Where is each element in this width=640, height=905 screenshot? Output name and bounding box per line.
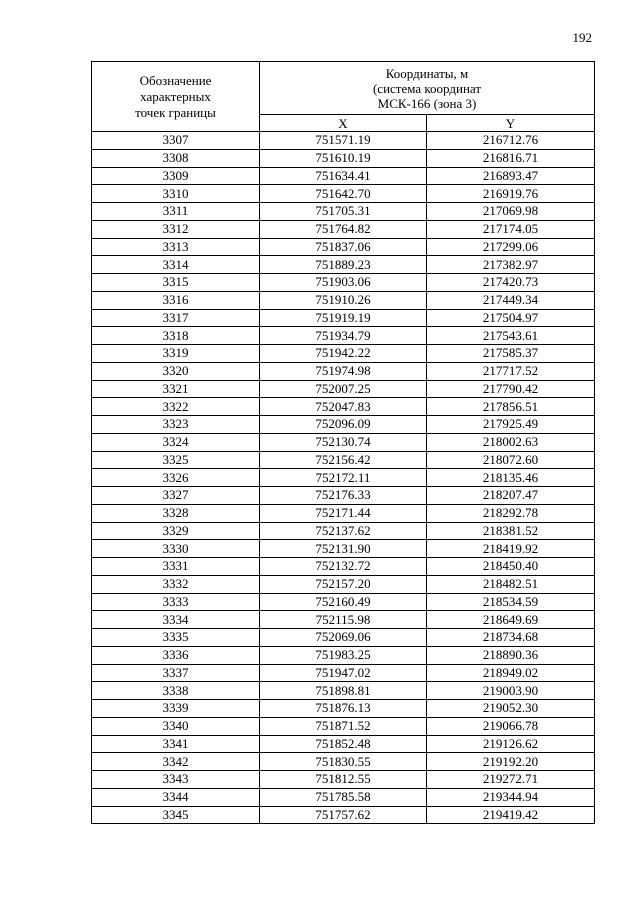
x-cell: 751889.23 [260, 256, 427, 274]
x-cell: 751785.58 [260, 788, 427, 806]
table-row [92, 185, 595, 203]
table-row [92, 682, 595, 700]
point-cell: 3319 [92, 345, 260, 363]
header-row-top [92, 62, 595, 115]
point-cell: 3331 [92, 558, 260, 576]
table-row [92, 327, 595, 345]
point-cell: 3333 [92, 593, 260, 611]
point-cell: 3316 [92, 291, 260, 309]
y-cell: 219344.94 [427, 788, 595, 806]
table-row [92, 788, 595, 806]
y-cell: 217543.61 [427, 327, 595, 345]
point-cell: 3339 [92, 700, 260, 718]
table-row [92, 646, 595, 664]
y-cell: 218450.40 [427, 558, 595, 576]
y-cell: 218072.60 [427, 451, 595, 469]
x-cell: 751898.81 [260, 682, 427, 700]
y-cell: 217299.06 [427, 238, 595, 256]
x-cell: 752176.33 [260, 487, 427, 505]
x-cell: 751983.25 [260, 646, 427, 664]
point-cell: 3318 [92, 327, 260, 345]
y-cell: 216893.47 [427, 167, 595, 185]
table-row [92, 362, 595, 380]
table-row [92, 416, 595, 434]
table-row [92, 220, 595, 238]
table-row [92, 504, 595, 522]
y-cell: 216712.76 [427, 132, 595, 150]
point-cell: 3309 [92, 167, 260, 185]
x-cell: 751919.19 [260, 309, 427, 327]
table-row [92, 540, 595, 558]
table-row [92, 629, 595, 647]
table-row [92, 398, 595, 416]
x-cell: 751830.55 [260, 753, 427, 771]
table-row [92, 522, 595, 540]
point-cell: 3327 [92, 487, 260, 505]
point-cell: 3328 [92, 504, 260, 522]
table-row [92, 238, 595, 256]
y-cell: 218207.47 [427, 487, 595, 505]
x-cell: 752115.98 [260, 611, 427, 629]
table-row [92, 664, 595, 682]
x-cell: 751947.02 [260, 664, 427, 682]
point-cell: 3311 [92, 203, 260, 221]
x-cell: 752137.62 [260, 522, 427, 540]
table-row [92, 735, 595, 753]
y-cell: 217174.05 [427, 220, 595, 238]
table-row [92, 717, 595, 735]
y-cell: 219003.90 [427, 682, 595, 700]
y-cell: 217420.73 [427, 274, 595, 292]
point-cell: 3320 [92, 362, 260, 380]
table-row [92, 611, 595, 629]
x-cell: 751871.52 [260, 717, 427, 735]
point-cell: 3315 [92, 274, 260, 292]
x-cell: 751634.41 [260, 167, 427, 185]
x-cell: 751837.06 [260, 238, 427, 256]
y-cell: 217790.42 [427, 380, 595, 398]
x-cell: 751642.70 [260, 185, 427, 203]
y-cell: 218292.78 [427, 504, 595, 522]
point-cell: 3324 [92, 433, 260, 451]
table-row [92, 309, 595, 327]
x-cell: 751571.19 [260, 132, 427, 150]
x-cell: 752160.49 [260, 593, 427, 611]
y-cell: 217856.51 [427, 398, 595, 416]
point-cell: 3314 [92, 256, 260, 274]
point-cell: 3340 [92, 717, 260, 735]
point-cell: 3312 [92, 220, 260, 238]
point-cell: 3313 [92, 238, 260, 256]
coordinates-table [91, 61, 595, 824]
y-cell: 218734.68 [427, 629, 595, 647]
y-cell: 218949.02 [427, 664, 595, 682]
y-cell: 218002.63 [427, 433, 595, 451]
header-coordinates [260, 62, 595, 115]
point-cell: 3342 [92, 753, 260, 771]
point-cell: 3332 [92, 575, 260, 593]
point-cell: 3334 [92, 611, 260, 629]
point-cell: 3345 [92, 806, 260, 824]
x-cell: 751852.48 [260, 735, 427, 753]
header-designation-line-3: точек границы [135, 104, 216, 120]
x-cell: 751934.79 [260, 327, 427, 345]
header-designation-line-2: характерных [140, 88, 211, 104]
table-row [92, 256, 595, 274]
y-cell: 217449.34 [427, 291, 595, 309]
table-row [92, 753, 595, 771]
header-coordinates-line-1: Координаты, м [385, 65, 469, 81]
table-row [92, 149, 595, 167]
table-row [92, 451, 595, 469]
y-cell: 219052.30 [427, 700, 595, 718]
table-row [92, 806, 595, 824]
point-cell: 3307 [92, 132, 260, 150]
point-cell: 3323 [92, 416, 260, 434]
table-row [92, 487, 595, 505]
point-cell: 3322 [92, 398, 260, 416]
y-cell: 218482.51 [427, 575, 595, 593]
x-cell: 752171.44 [260, 504, 427, 522]
table-row [92, 433, 595, 451]
y-cell: 219419.42 [427, 806, 595, 824]
y-cell: 217717.52 [427, 362, 595, 380]
header-y: Y [427, 115, 595, 132]
y-cell: 219272.71 [427, 771, 595, 789]
x-cell: 752172.11 [260, 469, 427, 487]
x-cell: 752069.06 [260, 629, 427, 647]
table-row [92, 593, 595, 611]
y-cell: 218419.92 [427, 540, 595, 558]
y-cell: 217069.98 [427, 203, 595, 221]
y-cell: 216919.76 [427, 185, 595, 203]
point-cell: 3343 [92, 771, 260, 789]
point-cell: 3326 [92, 469, 260, 487]
y-cell: 218135.46 [427, 469, 595, 487]
point-cell: 3321 [92, 380, 260, 398]
table-row [92, 575, 595, 593]
point-cell: 3317 [92, 309, 260, 327]
x-cell: 752007.25 [260, 380, 427, 398]
x-cell: 751610.19 [260, 149, 427, 167]
x-cell: 752096.09 [260, 416, 427, 434]
x-cell: 751974.98 [260, 362, 427, 380]
x-cell: 751942.22 [260, 345, 427, 363]
x-cell: 751812.55 [260, 771, 427, 789]
point-cell: 3308 [92, 149, 260, 167]
x-cell: 751705.31 [260, 203, 427, 221]
header-designation [92, 62, 260, 132]
point-cell: 3310 [92, 185, 260, 203]
table-header [92, 62, 595, 132]
table-row [92, 167, 595, 185]
header-coordinates-line-2: (система координат [372, 80, 482, 96]
y-cell: 217504.97 [427, 309, 595, 327]
x-cell: 752156.42 [260, 451, 427, 469]
x-cell: 752157.20 [260, 575, 427, 593]
x-cell: 751757.62 [260, 806, 427, 824]
y-cell: 217585.37 [427, 345, 595, 363]
x-cell: 752132.72 [260, 558, 427, 576]
x-cell: 751876.13 [260, 700, 427, 718]
table-row [92, 132, 595, 150]
y-cell: 219126.62 [427, 735, 595, 753]
table-row [92, 771, 595, 789]
point-cell: 3337 [92, 664, 260, 682]
y-cell: 217925.49 [427, 416, 595, 434]
point-cell: 3336 [92, 646, 260, 664]
header-coordinates-line-3: МСК-166 (зона 3) [377, 95, 477, 111]
point-cell: 3330 [92, 540, 260, 558]
y-cell: 216816.71 [427, 149, 595, 167]
y-cell: 217382.97 [427, 256, 595, 274]
table-row [92, 469, 595, 487]
point-cell: 3341 [92, 735, 260, 753]
table-row [92, 345, 595, 363]
table-row [92, 291, 595, 309]
x-cell: 752130.74 [260, 433, 427, 451]
table-row [92, 700, 595, 718]
header-designation-line-1: Обозначение [139, 72, 212, 88]
y-cell: 219066.78 [427, 717, 595, 735]
x-cell: 752131.90 [260, 540, 427, 558]
point-cell: 3325 [92, 451, 260, 469]
table-body [92, 132, 595, 824]
table-row [92, 380, 595, 398]
x-cell: 751764.82 [260, 220, 427, 238]
y-cell: 219192.20 [427, 753, 595, 771]
table-row [92, 558, 595, 576]
point-cell: 3344 [92, 788, 260, 806]
y-cell: 218534.59 [427, 593, 595, 611]
y-cell: 218890.36 [427, 646, 595, 664]
x-cell: 751903.06 [260, 274, 427, 292]
table-row [92, 203, 595, 221]
header-x: X [260, 115, 427, 132]
x-cell: 752047.83 [260, 398, 427, 416]
y-cell: 218381.52 [427, 522, 595, 540]
y-cell: 218649.69 [427, 611, 595, 629]
point-cell: 3329 [92, 522, 260, 540]
page-number: 192 [572, 30, 592, 45]
point-cell: 3335 [92, 629, 260, 647]
x-cell: 751910.26 [260, 291, 427, 309]
table-row [92, 274, 595, 292]
point-cell: 3338 [92, 682, 260, 700]
